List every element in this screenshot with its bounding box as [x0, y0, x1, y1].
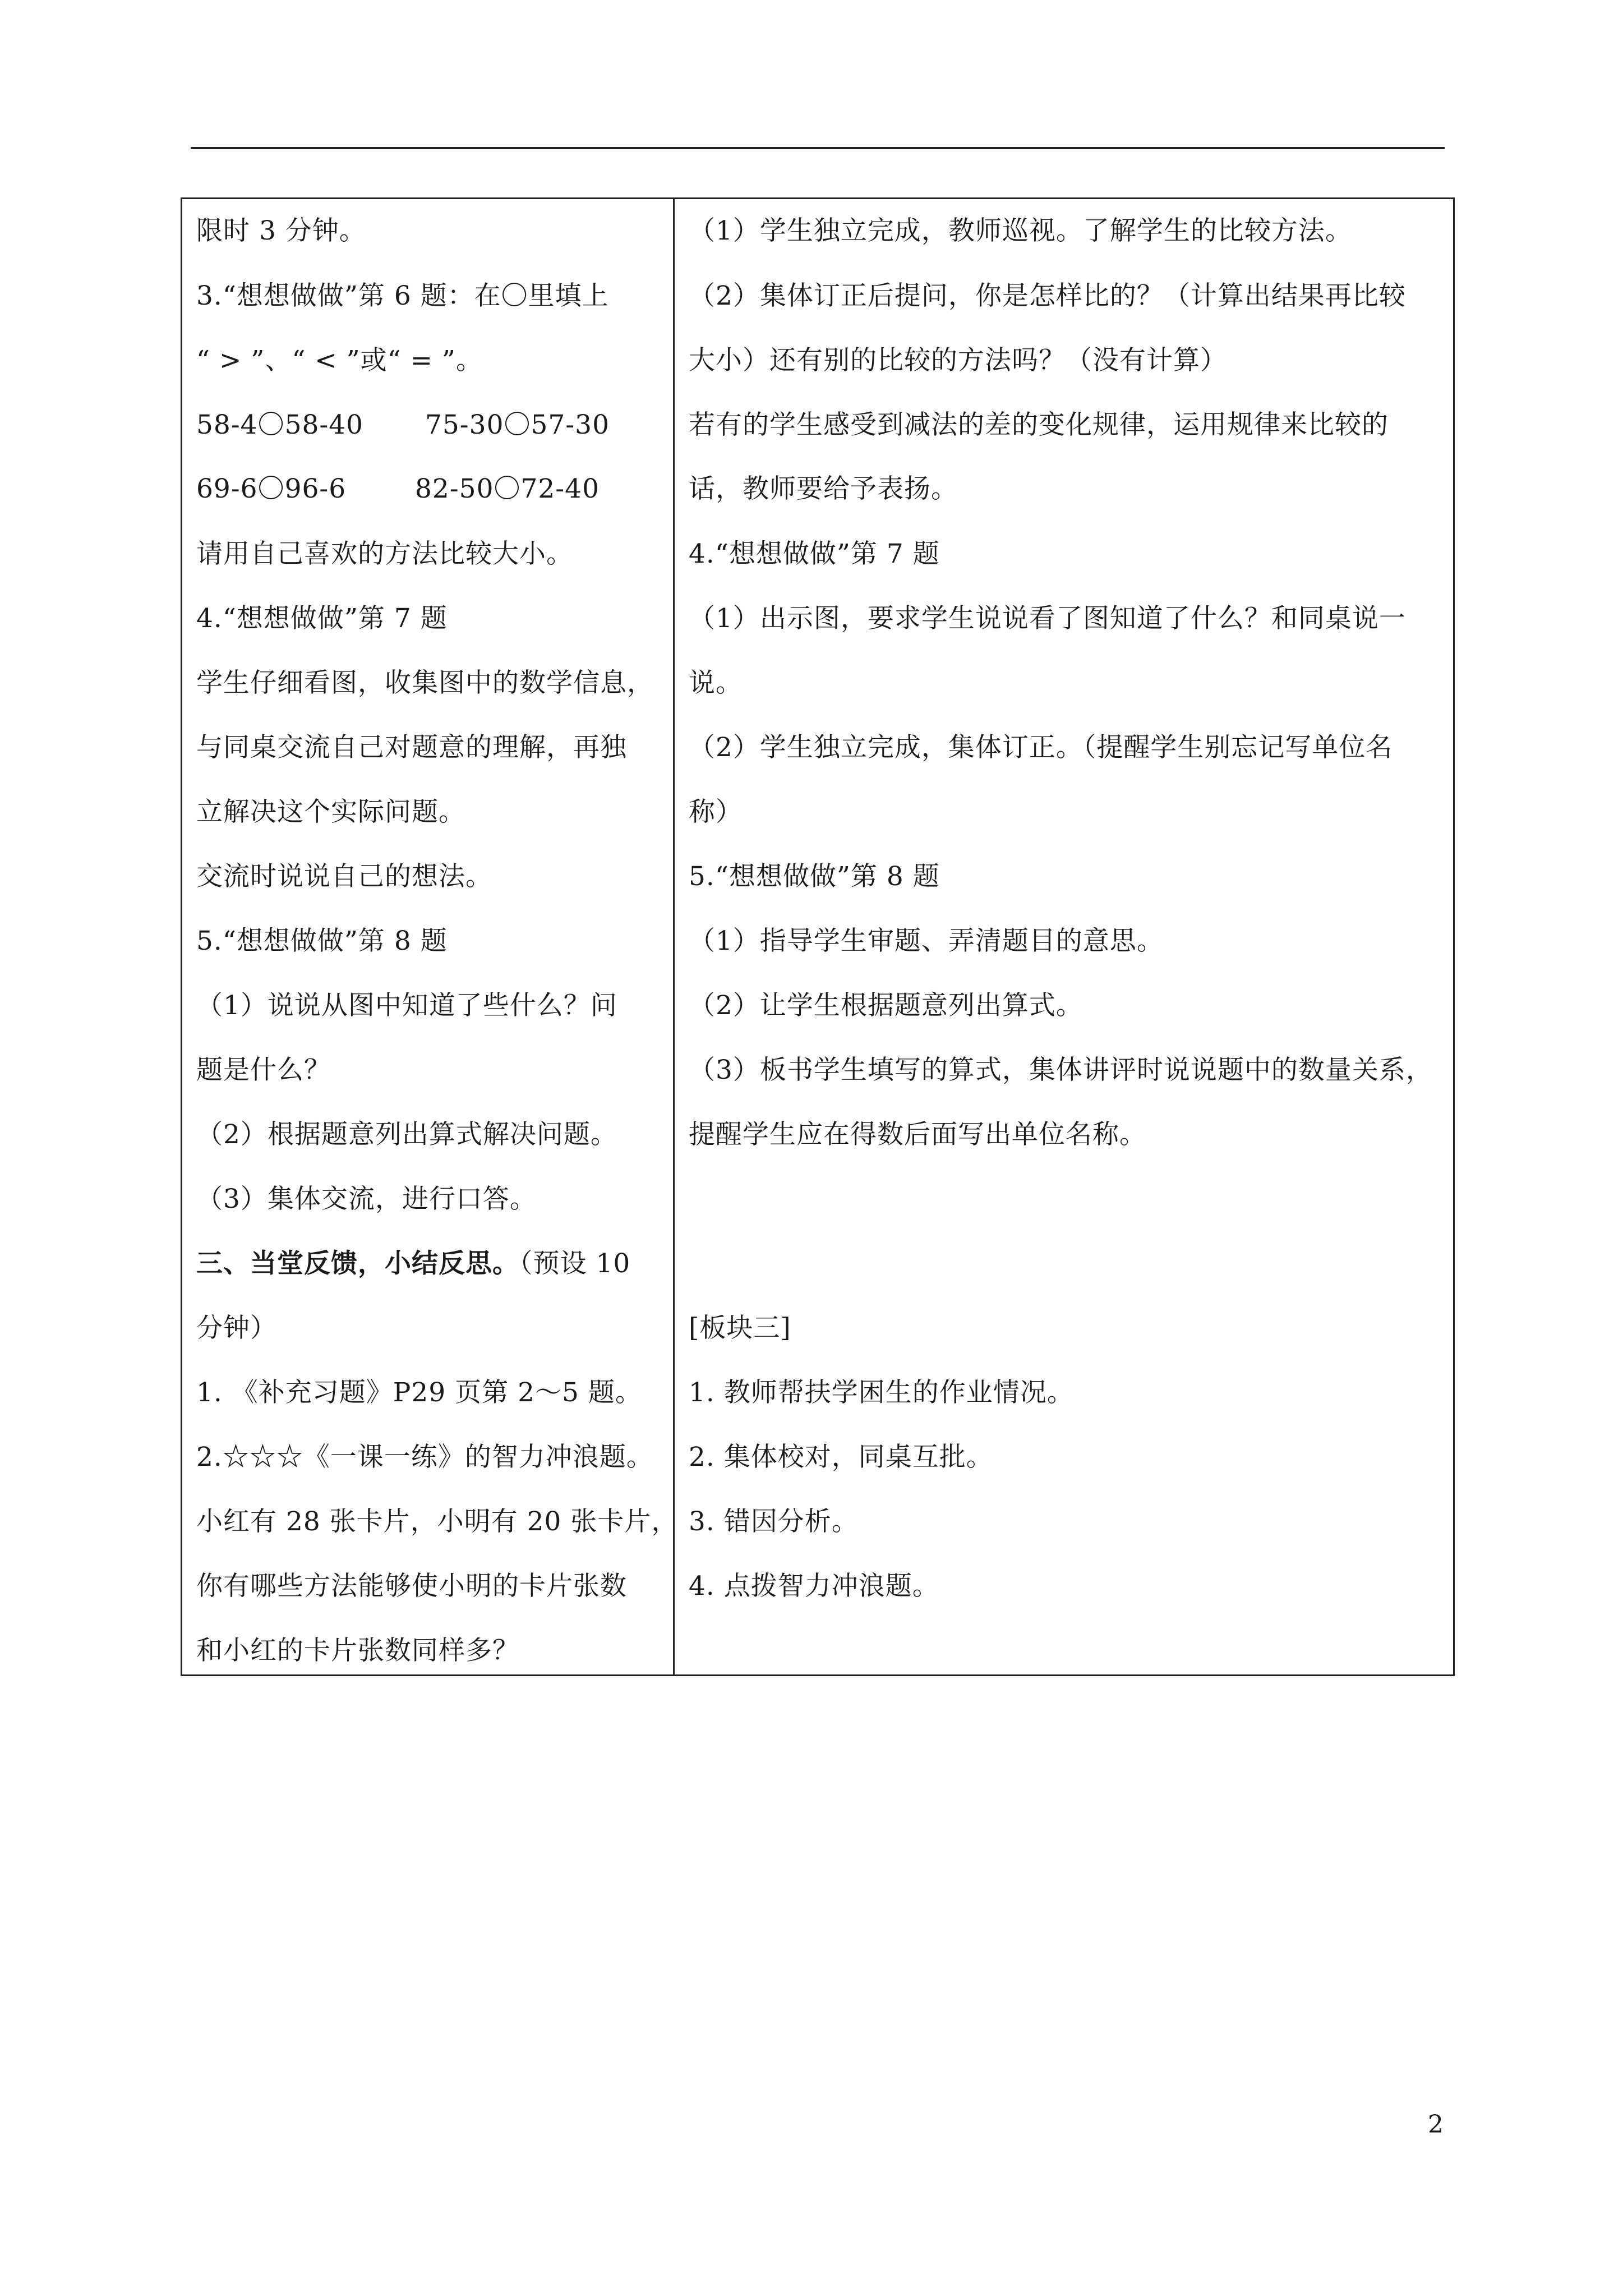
right-line-19: 3. 错因分析。	[689, 1506, 859, 1537]
right-line-15: 提醒学生应在得数后面写出单位名称。	[689, 1119, 1146, 1150]
left-line-8: 学生仔细看图，收集图中的数学信息，	[196, 668, 654, 698]
right-line-8: 说。	[689, 668, 743, 698]
left-line-6: 请用自己喜欢的方法比较大小。	[196, 539, 573, 569]
page-number: 2	[1428, 2110, 1444, 2139]
left-line-14: 题是什么？	[196, 1055, 331, 1085]
left-line-19: 1. 《补充习题》P29 页第 2～5 题。	[196, 1377, 642, 1408]
column-divider	[673, 197, 675, 1676]
left-line-5b: 82-50〇72-40	[415, 473, 600, 504]
left-line-13: （1）说说从图中知道了些什么？问	[196, 990, 617, 1021]
right-line-16: [板块三]	[689, 1313, 791, 1343]
left-line-22: 你有哪些方法能够使小明的卡片张数	[196, 1571, 627, 1602]
right-line-11: 5.“想想做做”第 8 题	[689, 861, 940, 892]
right-line-3: 大小）还有别的比较的方法吗？（没有计算）	[689, 345, 1227, 376]
right-line-20: 4. 点拨智力冲浪题。	[689, 1571, 939, 1602]
right-line-7: （1）出示图，要求学生说说看了图知道了什么？和同桌说一	[689, 603, 1406, 634]
left-line-12: 5.“想想做做”第 8 题	[196, 926, 448, 956]
right-line-2: （2）集体订正后提问，你是怎样比的？（计算出结果再比较	[689, 280, 1406, 311]
right-line-6: 4.“想想做做”第 7 题	[689, 539, 940, 569]
right-line-4: 若有的学生感受到减法的差的变化规律，运用规律来比较的	[689, 409, 1389, 440]
left-line-23: 和小红的卡片张数同样多？	[196, 1635, 519, 1666]
left-line-7: 4.“想想做做”第 7 题	[196, 603, 448, 634]
header-rule	[191, 147, 1445, 149]
left-line-17	[196, 1247, 630, 1281]
left-line-2: 3.“想想做做”第 6 题：在〇里填上	[196, 280, 609, 311]
left-line-4b: 75-30〇57-30	[425, 409, 610, 440]
right-line-17: 1. 教师帮扶学困生的作业情况。	[689, 1377, 1074, 1408]
right-line-13: （2）让学生根据题意列出算式。	[689, 990, 1083, 1021]
left-line-9: 与同桌交流自己对题意的理解，再独	[196, 732, 627, 763]
left-line-16: （3）集体交流，进行口答。	[196, 1184, 537, 1214]
right-line-9: （2）学生独立完成，集体订正。（提醒学生别忘记写单位名	[689, 732, 1393, 763]
right-line-1: （1）学生独立完成，教师巡视。了解学生的比较方法。	[689, 215, 1352, 246]
right-line-10: 称）	[689, 797, 743, 827]
right-line-5: 话，教师要给予表扬。	[689, 473, 958, 504]
right-line-14: （3）板书学生填写的算式，集体讲评时说说题中的数量关系，	[689, 1055, 1433, 1085]
right-line-12: （1）指导学生审题、弄清题目的意思。	[689, 926, 1164, 956]
right-line-18: 2. 集体校对，同桌互批。	[689, 1442, 993, 1473]
section-heading: 三、当堂反馈，小结反思。	[196, 1248, 519, 1279]
left-line-11: 交流时说说自己的想法。	[196, 861, 492, 892]
left-line-10: 立解决这个实际问题。	[196, 797, 465, 827]
left-line-15: （2）根据题意列出算式解决问题。	[196, 1119, 617, 1150]
left-line-21: 小红有 28 张卡片，小明有 20 张卡片，	[196, 1506, 679, 1537]
left-line-1: 限时 3 分钟。	[196, 215, 366, 246]
left-line-4a: 58-4〇58-40	[196, 409, 364, 440]
left-line-20: 2.☆☆☆《一课一练》的智力冲浪题。	[196, 1442, 653, 1473]
left-line-18: 分钟）	[196, 1313, 277, 1343]
left-line-5a: 69-6〇96-6	[196, 473, 347, 504]
section-heading-note: （预设 10	[519, 1248, 631, 1279]
left-line-3: “ > ”、“ < ”或“ = ”。	[196, 345, 483, 376]
